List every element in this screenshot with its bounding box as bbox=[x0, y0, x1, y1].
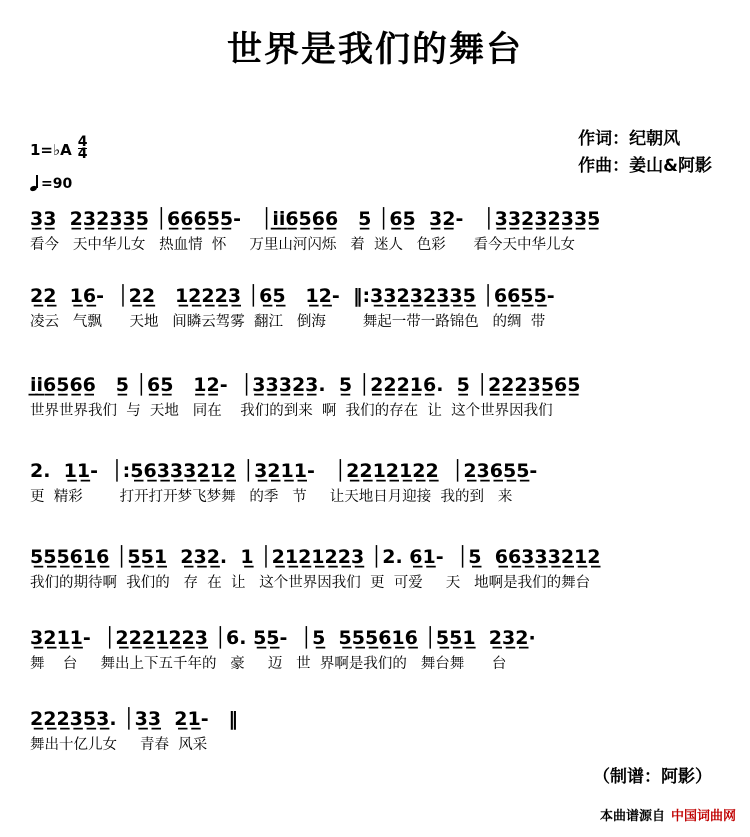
notes-line: 2. 1̲1̲- │:5̲6̲3̲3̲3̲2̲1̲2̲ │3̲2̲1̲1̲- │2̲2̲1̲2̲1̲2̲2̲ │2̲3̲6̲5̲5̲- bbox=[30, 460, 538, 482]
notes-line: 2̲2̲2̲3̲5̲3̲. │3̲3̲ 2̲1̲- ‖ bbox=[30, 708, 238, 730]
page-title: 世界是我们的舞台 bbox=[226, 30, 523, 70]
time-signature-denominator: 4 bbox=[77, 146, 88, 162]
quarter-note-icon bbox=[30, 177, 40, 191]
notes-line: 3̲3̲ 2̲3̲2̲3̲3̲5̲ │6̲6̲6̲5̲5̲- │i̲i̲6̲5̲6̲6̲ 5̲ │6̲5̲ 3̲2̲- │3̲3̲2̲3̲2̲3̲3̲5̲ bbox=[30, 208, 601, 230]
arranger-note: （制谱：阿影） bbox=[593, 767, 712, 787]
music-system-7 bbox=[30, 706, 730, 756]
music-system-2 bbox=[30, 283, 730, 333]
notes-line: 3̲2̲1̲1̲- │2̲2̲2̲1̲2̲2̲3̲ │6. 5̲5̲- │5̲ 5̲5̲5̲6̲1̲6̲ │5̲5̲1̲ 2̲3̲2̲· bbox=[30, 627, 536, 649]
notes-line: 5̲5̲5̲6̲1̲6̲ │5̲5̲1̲ 2̲3̲2̲. 1̲ │2̲1̲2̲1̲2̲2̲3̲ │2. 6̲1̲- │5̲ 6̲6̲3̲3̲3̲2̲1̲2̲ bbox=[30, 546, 601, 568]
source-attribution bbox=[600, 805, 736, 824]
notes-line: i̲i̲6̲5̲6̲6̲ 5̲ │6̲5̲ 1̲2̲- │3̲3̲3̲2̲3̲. 5̲ │2̲2̲2̲1̲6̲. 5̲ │2̲2̲2̲3̲5̲6̲5̲ bbox=[30, 374, 581, 396]
lyrics-line: 更 精彩 打开打开梦飞梦舞 的季 节 让天地日月迎接 我的到 来 bbox=[30, 489, 513, 505]
tempo-value: =90 bbox=[41, 176, 73, 192]
music-system-6 bbox=[30, 625, 730, 675]
music-system-1 bbox=[30, 206, 730, 256]
lyrics-line: 舞出十亿儿女 青春 风采 bbox=[30, 737, 208, 753]
time-signature bbox=[78, 136, 88, 160]
time-signature-numerator: 4 bbox=[77, 134, 88, 150]
music-system-3 bbox=[30, 372, 730, 422]
credits-block bbox=[578, 126, 712, 180]
lyrics-line: 看今 天中华儿女 热血情 怀 万里山河闪烁 着 迷人 色彩 看今天中华儿女 bbox=[30, 237, 575, 253]
tempo-marking bbox=[30, 176, 72, 192]
source-label: 本曲谱源自 bbox=[599, 809, 665, 824]
lyricist-line: 作词：纪朝风 bbox=[578, 129, 681, 149]
key-signature: 1=♭A bbox=[30, 141, 72, 159]
notes-line: 2̲2̲ 1̲6̲- │2̲2̲ 1̲2̲2̲2̲3̲ │6̲5̲ 1̲2̲- ‖:3̲3̲2̲3̲2̲3̲3̲5̲ │6̲6̲5̲5̲- bbox=[30, 285, 555, 307]
lyrics-line: 世界世界我们 与 天地 同在 我们的到来 啊 我们的存在 让 这个世界因我们 bbox=[30, 403, 553, 419]
music-system-4 bbox=[30, 458, 730, 508]
source-site-name[interactable]: 中国词曲网 bbox=[670, 809, 736, 824]
lyrics-line: 我们的期待啊 我们的 存 在 让 这个世界因我们 更 可爱 天 地啊是我们的舞台 bbox=[30, 575, 591, 591]
composer-line: 作曲：姜山&阿影 bbox=[578, 156, 712, 176]
key-signature-block bbox=[30, 136, 87, 162]
music-system-5 bbox=[30, 544, 730, 594]
lyrics-line: 舞 台 舞出上下五千年的 豪 迈 世 界啊是我们的 舞台舞 台 bbox=[30, 656, 507, 672]
lyrics-line: 凌云 气飘 天地 间瞵云驾雾 翻江 倒海 舞起一带一路锦色 的绸 带 bbox=[30, 314, 546, 330]
